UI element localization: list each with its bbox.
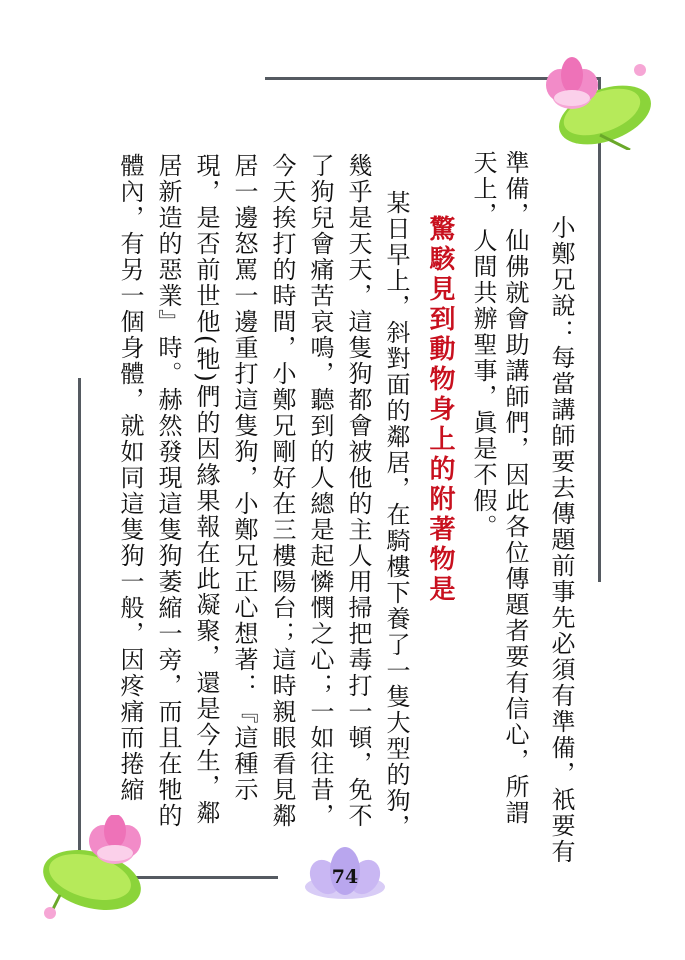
- lotus-flower-icon-top-right: [530, 40, 655, 150]
- section-heading: 驚駭見到動物身上的附著物是: [425, 215, 455, 605]
- body-column-8: 居一邊怒罵一邊重打這隻狗，小鄭兄正心想著：『這種示: [230, 153, 258, 803]
- body-column-10: 居新造的惡業』時。赫然發現這隻狗萎縮一旁，而且在牠的: [154, 153, 182, 829]
- body-column-3: 天上，人間共辦聖事，眞是不假。: [469, 150, 497, 540]
- body-column-6: 了狗兒會痛苦哀鳴，聽到的人總是起憐憫之心；一如往昔，: [306, 153, 334, 829]
- body-column-1: 小鄭兄說：每當講師要去傳題前事先必須有準備，祇要有: [547, 215, 575, 865]
- body-column-7: 今天挨打的時間，小鄭兄剛好在三樓陽台；這時親眼看見鄰: [268, 153, 296, 829]
- page-number: 74: [331, 866, 359, 888]
- body-column-9: 現，是否前世他(牠)們的因緣果報在此凝聚，還是今生，鄰: [192, 153, 220, 826]
- body-column-11: 體內，有另一個身體，就如同這隻狗一般，因疼痛而捲縮: [116, 153, 144, 803]
- body-column-2: 準備，仙佛就會助講師們，因此各位傳題者要有信心，所謂: [501, 150, 529, 826]
- lotus-flower-icon-bottom-left: [30, 815, 160, 925]
- body-column-4: 某日早上，斜對面的鄰居，在騎樓下養了一隻大型的狗，: [382, 190, 410, 840]
- body-column-5: 幾乎是天天，這隻狗都會被他的主人用掃把毒打一頓，免不: [344, 153, 372, 829]
- frame-left-line: [78, 378, 81, 878]
- frame-right-line: [598, 77, 601, 582]
